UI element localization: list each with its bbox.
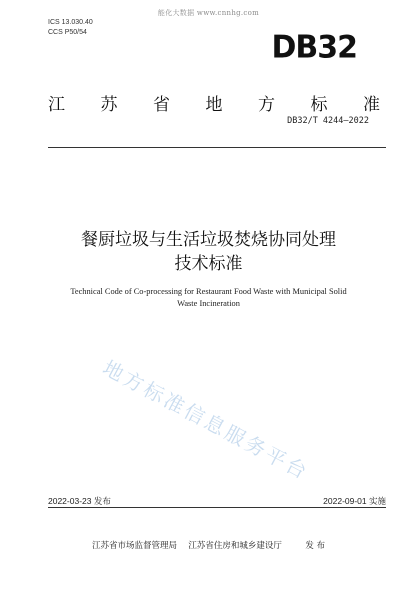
issuing-region-char: 地: [205, 95, 223, 115]
publisher-org: 江苏省市场监督管理局: [91, 541, 177, 551]
issuing-region-char: 省: [153, 95, 170, 115]
standard-mark: DB32: [271, 29, 357, 66]
issuing-region-char: 标: [310, 95, 328, 115]
standard-number: DB32/T 4244—2022: [287, 116, 369, 126]
issuing-region-char: 方: [258, 95, 275, 115]
publisher-org: 江苏省住房和城乡建设厅: [188, 541, 282, 551]
issue-date: 2022-03-23 发布: [48, 496, 111, 506]
english-title-line: Technical Code of Co-processing for Restaurant Food Waste with Municipal Solid: [70, 287, 347, 296]
top-divider: [48, 147, 386, 148]
issuing-region-char: 苏: [100, 95, 118, 115]
ccs-code: CCS P50/54: [48, 29, 87, 36]
issuing-region-heading: [48, 90, 380, 115]
issuing-region-char: 准: [363, 95, 380, 115]
chinese-title-line: 技术标准: [174, 254, 243, 274]
ics-code: ICS 13.030.40: [48, 19, 93, 26]
header-note: 能化大数据 www.cnnhg.com: [157, 9, 260, 17]
issuing-region-char: 江: [48, 95, 65, 115]
publish-action: 发 布: [305, 541, 326, 551]
bottom-divider: [48, 507, 386, 508]
watermark-text: 地方标准信息服务平台: [98, 355, 314, 485]
chinese-title-line: 餐厨垃圾与生活垃圾焚烧协同处理: [81, 230, 336, 250]
english-title: [30, 286, 387, 310]
publisher-line: [0, 539, 417, 551]
english-title-line: Waste Incineration: [177, 299, 240, 308]
implementation-date: 2022-09-01 实施: [323, 496, 386, 506]
chinese-title: [0, 228, 417, 276]
classification-block: [48, 18, 93, 38]
